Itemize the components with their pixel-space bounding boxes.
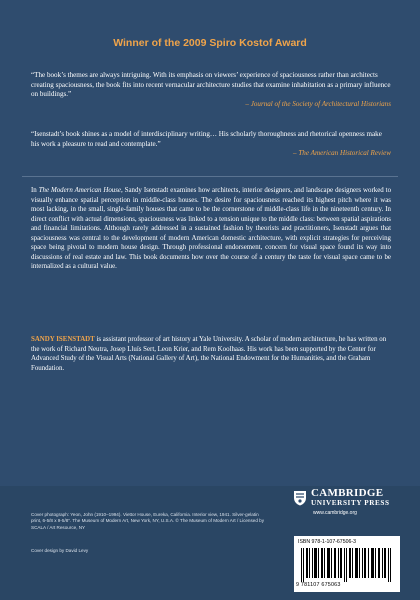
book-title: The Modern American House [38,187,121,194]
review-quote-1 [31,71,391,109]
description-lead: In [31,187,39,194]
publisher-url: www.cambridge.org [313,510,357,516]
book-description [31,186,391,272]
author-bio [31,335,391,373]
cambridge-shield-icon [293,490,307,506]
review-quote-2 [31,130,391,159]
publisher-name: CAMBRIDGE [311,487,384,499]
publisher-press: UNIVERSITY PRESS [311,499,390,507]
quote-text: “Isenstadt’s book shines as a model of interdisciplinary writing… His scholarly thoroughness and rhetorical openness make his work a pleasure to read and contemplate.” [31,130,382,148]
award-heading: Winner of the 2009 Spiro Kostof Award [113,37,307,49]
quote-text: “The book’s themes are always intriguing. With its emphasis on viewers’ experience of spaciousness rather than architects creating spaciousness, the book fits into recent vernacular architecture studies that examine inhabitation as a primary influence on buildings.” [31,71,391,99]
cover-design-credit: Cover design by David Levy [31,548,89,553]
isbn-label: ISBN 978-1-107-67506-3 [298,539,356,545]
cover-photo-credit: Cover photograph: Yeon, John (1910–1994). Viettor House, Eureka, California. Interior view, 1941. Silver-gelatin print, 6-5/8 x 9-5/8″. The Museum of Modern Art, New York, NY, U.S.A. © The Museum of Modern Art / Licensed by SCALA / Art Resource, NY [31,512,265,530]
divider [22,176,398,177]
author-name: SANDY ISENSTADT [31,336,95,343]
barcode-number: 9 781107 675063 [296,582,341,588]
description-body: , Sandy Isenstadt examines how architects, interior designers, and landscape designers worked to visually enhance spatial perception in middle-class houses. The desire for spaciousness reached its highest pitch where it was most lacking, in the small, single-family houses that came to be the cornerstone of middle-class life in the nineteenth century. In direct conflict with actual dimensions, spaciousness was linked to a tension unique to the middle class: between spatial aspirations and financial limitations. Although rarely addressed in a sustained fashion by theorists and practitioners, Isenstadt argues that spaciousness was central to the development of modern American domestic architecture, with explicit strategies for perceiving space being pivotal to modern house design. Through professional endorsement, concern for visual space found its way into discussions of real estate and law. This book documents how over the course of a century the taste for visual space came to be internalized as a cultural value. [31,187,392,271]
bio-text: is assistant professor of art history at Yale University. A scholar of modern architecture, he has written on the work of Richard Neutra, Josep Lluís Sert, Leon Krier, and Rem Koolhaas. His work has been supported by the Center for Advanced Study of the Visual Arts (National Gallery of Art), the National Endowment for the Humanities, and the Graham Foundation. [31,336,387,372]
publisher-logo [293,488,397,516]
quote-source: – Journal of the Society of Architectural Historians [245,99,391,108]
barcode-panel [294,536,400,592]
quote-source: – The American Historical Review [293,149,391,158]
barcode-icon [301,548,393,582]
